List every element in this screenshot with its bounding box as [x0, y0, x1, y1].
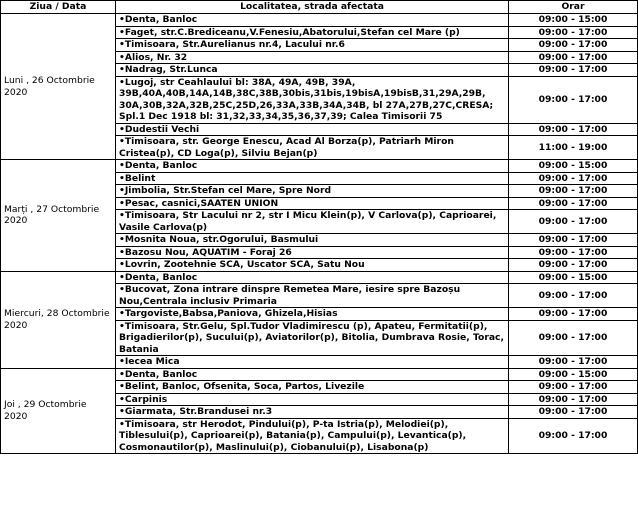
header-row	[1, 1, 638, 14]
location-cell: •Bucovat, Zona intrare dinspre Remetea Mare, iesire spre Bazoșu Nou,Centrala inclusiv Primaria	[116, 284, 509, 308]
header-location: Localitatea, strada afectata	[116, 1, 509, 14]
day-date-cell: Miercuri, 28 Octombrie 2020	[1, 271, 116, 368]
time-cell: 09:00 - 17:00	[509, 418, 638, 454]
location-cell: •Faget, str.C.Brediceanu,V.Fenesiu,Abatorului,Stefan cel Mare (p)	[116, 26, 509, 39]
header-day: Ziua / Data	[1, 1, 116, 14]
location-cell: •Carpinis	[116, 393, 509, 406]
time-cell: 09:00 - 17:00	[509, 234, 638, 247]
location-cell: •Denta, Banloc	[116, 368, 509, 381]
time-cell: 09:00 - 17:00	[509, 51, 638, 64]
location-cell: •Denta, Banloc	[116, 271, 509, 284]
location-cell: •Alios, Nr. 32	[116, 51, 509, 64]
location-cell: •Denta, Banloc	[116, 160, 509, 173]
location-cell: •Belint, Banloc, Ofsenita, Soca, Partos, Livezile	[116, 381, 509, 394]
time-cell: 09:00 - 17:00	[509, 210, 638, 234]
time-cell: 09:00 - 15:00	[509, 14, 638, 27]
table-row	[1, 160, 638, 173]
location-cell: •Jimbolia, Str.Stefan cel Mare, Spre Nord	[116, 185, 509, 198]
day-date-cell: Marți , 27 Octombrie 2020	[1, 160, 116, 272]
time-cell: 09:00 - 15:00	[509, 271, 638, 284]
table-row	[1, 368, 638, 381]
table-header	[1, 1, 638, 14]
time-cell: 09:00 - 17:00	[509, 406, 638, 419]
time-cell: 09:00 - 17:00	[509, 39, 638, 52]
time-cell: 09:00 - 17:00	[509, 64, 638, 77]
time-cell: 09:00 - 17:00	[509, 123, 638, 136]
location-cell: •Lugoj, str Ceahlaului bl: 38A, 49A, 49B, 39A, 39B,40A,40B,14A,14B,38C,38B,30bis,31bis,19bisA,19bisB,31,29A,29B, 30A,30B,32A,32B,25C,25D,26,33A,33B,34A,34B, bl 27A,27B,27C,CRESA; Spl.1 Dec 1918 bl: 31,32,33,34,35,36,37,39; Calea Timisorii 75	[116, 76, 509, 123]
time-cell: 09:00 - 17:00	[509, 381, 638, 394]
table-body	[1, 14, 638, 454]
time-cell: 09:00 - 17:00	[509, 185, 638, 198]
location-cell: •Mosnita Noua, str.Ogorului, Basmului	[116, 234, 509, 247]
location-cell: •Timisoara, Str.Gelu, Spl.Tudor Vladimirescu (p), Apateu, Fermitatii(p), Brigadierilor(p), Sucului(p), Aviatorilor(p), Bitolia, Dumbrava Rosie, Torac, Batania	[116, 320, 509, 356]
time-cell: 09:00 - 15:00	[509, 368, 638, 381]
time-cell: 09:00 - 17:00	[509, 76, 638, 123]
location-cell: •Timisoara, str. George Enescu, Acad Al Borza(p), Patriarh Miron Cristea(p), CD Loga(p), Silviu Bejan(p)	[116, 136, 509, 160]
location-cell: •Timisoara, Str.Aurelianus nr.4, Lacului nr.6	[116, 39, 509, 52]
table-row	[1, 14, 638, 27]
time-cell: 09:00 - 15:00	[509, 160, 638, 173]
time-cell: 09:00 - 17:00	[509, 393, 638, 406]
time-cell: 09:00 - 17:00	[509, 246, 638, 259]
location-cell: •Belint	[116, 172, 509, 185]
location-cell: •Bazosu Nou, AQUATIM - Foraj 26	[116, 246, 509, 259]
time-cell: 09:00 - 17:00	[509, 259, 638, 272]
table-row	[1, 271, 638, 284]
location-cell: •Giarmata, Str.Brandusei nr.3	[116, 406, 509, 419]
time-cell: 09:00 - 17:00	[509, 284, 638, 308]
time-cell: 09:00 - 17:00	[509, 197, 638, 210]
day-date-cell: Joi , 29 Octombrie 2020	[1, 368, 116, 454]
time-cell: 09:00 - 17:00	[509, 26, 638, 39]
location-cell: •Nadrag, Str.Lunca	[116, 64, 509, 77]
time-cell: 09:00 - 17:00	[509, 308, 638, 321]
time-cell: 11:00 - 19:00	[509, 136, 638, 160]
time-cell: 09:00 - 17:00	[509, 320, 638, 356]
location-cell: •Pesac, casnici,SAATEN UNION	[116, 197, 509, 210]
location-cell: •Lovrin, Zootehnie SCA, Uscator SCA, Satu Nou	[116, 259, 509, 272]
time-cell: 09:00 - 17:00	[509, 356, 638, 369]
location-cell: •Dudestii Vechi	[116, 123, 509, 136]
location-cell: •Iecea Mica	[116, 356, 509, 369]
header-time: Orar	[509, 1, 638, 14]
time-cell: 09:00 - 17:00	[509, 172, 638, 185]
location-cell: •Timisoara, Str Lacului nr 2, str I Micu Klein(p), V Carlova(p), Caprioarei, Vasile Carlova(p)	[116, 210, 509, 234]
location-cell: •Denta, Banloc	[116, 14, 509, 27]
location-cell: •Timisoara, str Herodot, Pindului(p), P-ta Istria(p), Melodiei(p), Tiblesului(p), Caprioarei(p), Batania(p), Campului(p), Levantica(p), Cosmonautilor(p), Maslinului(p), Ciobanului(p), Lisabona(p)	[116, 418, 509, 454]
day-date-cell: Luni , 26 Octombrie 2020	[1, 14, 116, 160]
location-cell: •Targoviste,Babsa,Paniova, Ghizela,Hisias	[116, 308, 509, 321]
